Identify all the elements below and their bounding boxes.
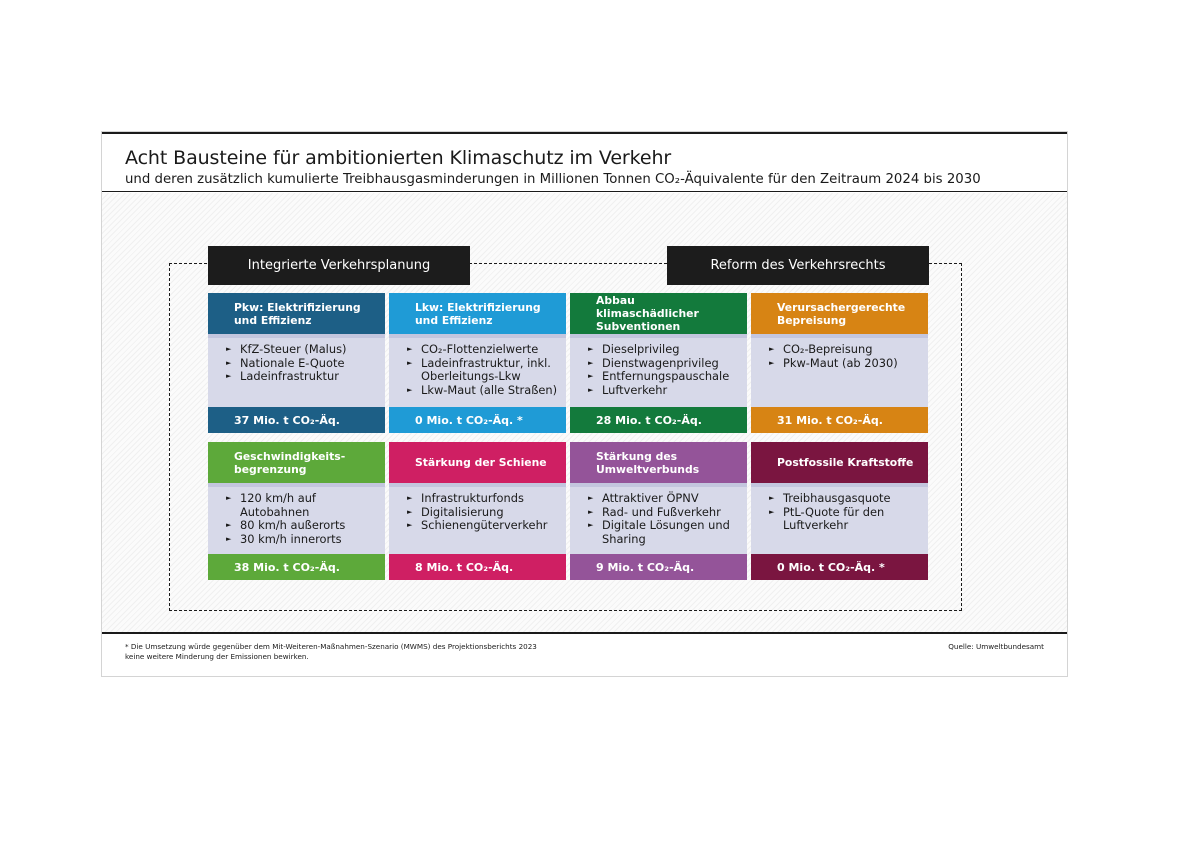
card-separator: [751, 334, 928, 338]
list-item-text: Nationale E-Quote: [240, 355, 345, 370]
card-header: Pkw: Elektrifizierung und Effizienz: [208, 293, 385, 334]
bullet-triangle-icon: ►: [769, 507, 775, 516]
card-pkw-elektrifizierung: [208, 293, 385, 433]
list-item-text: Rad- und Fußverkehr: [602, 504, 721, 519]
bullet-triangle-icon: ►: [769, 494, 775, 502]
list-item-text: Dienstwagenprivileg: [602, 355, 719, 370]
card-separator: [570, 334, 747, 338]
card-item-list: [769, 492, 922, 533]
card-staerkung-umweltverbund: [570, 442, 747, 580]
bullet-triangle-icon: ►: [226, 372, 232, 381]
group-label-integrierte-verkehrsplanung: Integrierte Verkehrsplanung: [208, 246, 470, 285]
card-geschwindigkeitsbegrenzung: [208, 442, 385, 580]
list-item-text: Ladeinfrastruktur: [240, 369, 339, 384]
bullet-triangle-icon: ►: [588, 521, 594, 530]
bullet-triangle-icon: ►: [407, 494, 413, 502]
card-item-list: [226, 492, 379, 546]
list-item: [769, 357, 922, 371]
card-separator: [389, 483, 566, 487]
bullet-triangle-icon: ►: [226, 358, 232, 367]
list-item: [588, 343, 741, 357]
list-item: [226, 343, 379, 357]
list-item: [407, 506, 560, 520]
list-item: [407, 384, 560, 398]
footnote: * Die Umsetzung würde gegenüber dem Mit-Weiteren-Maßnahmen-Szenario (MWMS) des Projektionsberichts 2023 keine weitere Minderung der Emissionen bewirken.: [125, 642, 537, 661]
group-label-reform-verkehrsrecht: Reform des Verkehrsrechts: [667, 246, 929, 285]
card-header: Abbau klimaschädlicher Subventionen: [570, 293, 747, 334]
card-item-list: [769, 343, 922, 370]
list-item-text: Treibhausgasquote: [783, 491, 891, 505]
list-item-text: Entfernungspauschale: [602, 369, 730, 384]
card-header: Stärkung des Umweltverbunds: [570, 442, 747, 483]
bullet-triangle-icon: ►: [588, 507, 594, 516]
list-item-text: 80 km/h außerorts: [240, 518, 346, 533]
bullet-triangle-icon: ►: [226, 345, 232, 353]
list-item: [588, 370, 741, 384]
infographic-figure: [101, 131, 1068, 677]
card-reduction-value: 0 Mio. t CO₂-Äq. *: [389, 407, 566, 433]
bullet-triangle-icon: ►: [407, 358, 413, 367]
card-lkw-elektrifizierung: [389, 293, 566, 433]
bullet-triangle-icon: ►: [588, 345, 594, 353]
list-item-text: Pkw-Maut (ab 2030): [783, 355, 898, 370]
list-item: [407, 343, 560, 357]
list-item-text: Ladeinfrastruktur, inkl. Oberleitungs-Lkw: [421, 355, 551, 384]
list-item-text: KfZ-Steuer (Malus): [240, 342, 347, 356]
card-separator: [208, 334, 385, 338]
list-item-text: Schienengüterverkehr: [421, 518, 548, 533]
list-item-text: Attraktiver ÖPNV: [602, 491, 699, 505]
card-reduction-value: 37 Mio. t CO₂-Äq.: [208, 407, 385, 433]
card-separator: [389, 334, 566, 338]
list-item: [407, 519, 560, 533]
list-item: [588, 519, 741, 546]
list-item-text: 30 km/h innerorts: [240, 531, 342, 546]
list-item: [769, 506, 922, 533]
card-item-list: [588, 343, 741, 397]
card-reduction-value: 9 Mio. t CO₂-Äq.: [570, 554, 747, 580]
bottom-rule: [102, 632, 1067, 634]
list-item: [226, 370, 379, 384]
bullet-triangle-icon: ►: [226, 521, 232, 530]
figure-subtitle: und deren zusätzlich kumulierte Treibhausgasminderungen in Millionen Tonnen CO₂-Äquivalente für den Zeitraum 2024 bis 2030: [125, 172, 981, 187]
card-separator: [570, 483, 747, 487]
list-item: [588, 357, 741, 371]
card-reduction-value: 0 Mio. t CO₂-Äq. *: [751, 554, 928, 580]
card-item-list: [588, 492, 741, 546]
list-item: [588, 384, 741, 398]
list-item-text: Infrastrukturfonds: [421, 491, 524, 505]
list-item-text: Digitale Lösungen und Sharing: [602, 518, 730, 546]
list-item-text: PtL-Quote für den Luftverkehr: [783, 504, 885, 533]
card-reduction-value: 8 Mio. t CO₂-Äq.: [389, 554, 566, 580]
card-abbau-subventionen: [570, 293, 747, 433]
bullet-triangle-icon: ►: [407, 345, 413, 353]
card-header: Geschwindigkeits-begrenzung: [208, 442, 385, 483]
card-separator: [751, 483, 928, 487]
bullet-triangle-icon: ►: [588, 385, 594, 394]
bullet-triangle-icon: ►: [407, 385, 413, 394]
header-rule: [102, 191, 1067, 192]
list-item: [588, 492, 741, 506]
list-item: [226, 533, 379, 547]
list-item: [226, 519, 379, 533]
card-reduction-value: 28 Mio. t CO₂-Äq.: [570, 407, 747, 433]
list-item-text: Dieselprivileg: [602, 342, 680, 356]
list-item: [226, 357, 379, 371]
list-item: [588, 506, 741, 520]
card-header: Verursachergerechte Bepreisung: [751, 293, 928, 334]
card-reduction-value: 31 Mio. t CO₂-Äq.: [751, 407, 928, 433]
bullet-triangle-icon: ►: [769, 358, 775, 367]
bullet-triangle-icon: ►: [588, 494, 594, 502]
card-header: Postfossile Kraftstoffe: [751, 442, 928, 483]
bullet-triangle-icon: ►: [407, 507, 413, 516]
list-item: [407, 492, 560, 506]
bullet-triangle-icon: ►: [588, 358, 594, 367]
source-note: Quelle: Umweltbundesamt: [948, 642, 1044, 651]
bullet-triangle-icon: ►: [226, 534, 232, 543]
list-item: [226, 492, 379, 519]
list-item-text: Lkw-Maut (alle Straßen): [421, 382, 558, 397]
list-item: [769, 343, 922, 357]
card-separator: [208, 483, 385, 487]
bullet-triangle-icon: ►: [588, 372, 594, 381]
card-header: Stärkung der Schiene: [389, 442, 566, 483]
bullet-triangle-icon: ►: [407, 521, 413, 530]
list-item-text: CO₂-Bepreisung: [783, 342, 873, 356]
top-rule: [102, 132, 1067, 134]
figure-title: Acht Bausteine für ambitionierten Klimaschutz im Verkehr: [125, 147, 672, 169]
list-item: [769, 492, 922, 506]
card-staerkung-schiene: [389, 442, 566, 580]
card-header: Lkw: Elektrifizierung und Effizienz: [389, 293, 566, 334]
list-item: [407, 357, 560, 384]
card-item-list: [226, 343, 379, 384]
card-verursachergerechte-bepreisung: [751, 293, 928, 433]
card-reduction-value: 38 Mio. t CO₂-Äq.: [208, 554, 385, 580]
card-item-list: [407, 343, 560, 397]
card-postfossile-kraftstoffe: [751, 442, 928, 580]
card-item-list: [407, 492, 560, 533]
bullet-triangle-icon: ►: [226, 494, 232, 502]
list-item-text: CO₂-Flottenzielwerte: [421, 342, 539, 356]
list-item-text: Digitalisierung: [421, 504, 504, 519]
list-item-text: Luftverkehr: [602, 382, 668, 397]
bullet-triangle-icon: ►: [769, 345, 775, 353]
list-item-text: 120 km/h auf Autobahnen: [240, 491, 316, 519]
